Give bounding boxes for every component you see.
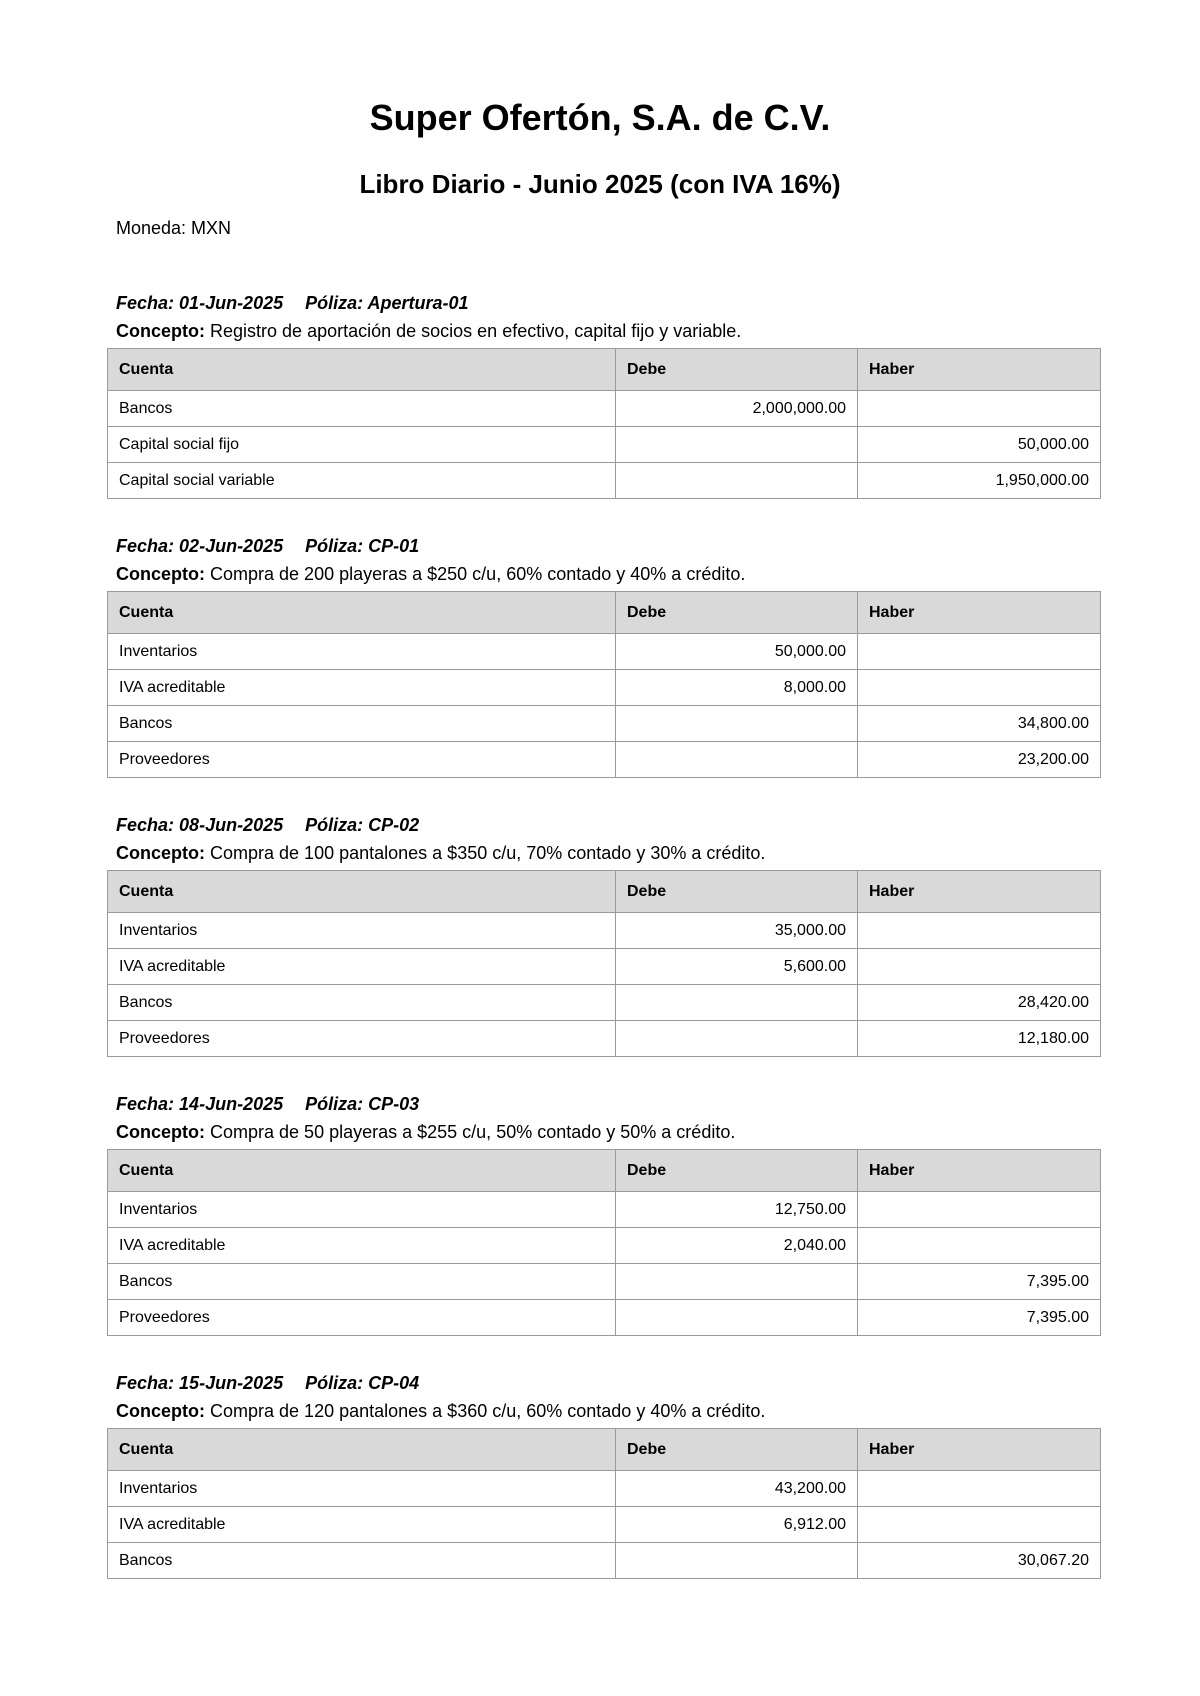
entry-header: [107, 812, 1100, 838]
debe-cell: [616, 1300, 858, 1336]
journal-entry: [107, 1091, 1100, 1336]
entry-concept: [107, 316, 1100, 344]
concept-text: Compra de 50 playeras a $255 c/u, 50% contado y 50% a crédito.: [210, 1122, 736, 1142]
journal-entries: [107, 290, 1100, 1613]
entry-concept: [107, 559, 1100, 587]
entry-date: 15-Jun-2025: [179, 1373, 284, 1393]
ledger-table: [107, 591, 1101, 778]
entry-date: 01-Jun-2025: [179, 293, 284, 313]
table-row: [108, 634, 1101, 670]
table-row: [108, 1264, 1101, 1300]
company-title: Super Ofertón, S.A. de C.V.: [369, 97, 831, 138]
column-header-debe: Debe: [616, 349, 858, 391]
ledger-table: [107, 1428, 1101, 1579]
haber-cell: 28,420.00: [858, 985, 1101, 1021]
cuenta-cell: IVA acreditable: [108, 1507, 616, 1543]
journal-entry: [107, 290, 1100, 499]
cuenta-cell: Proveedores: [108, 742, 616, 778]
debe-cell: 2,000,000.00: [616, 391, 858, 427]
column-header-haber: Haber: [858, 871, 1101, 913]
debe-cell: [616, 427, 858, 463]
debe-cell: 6,912.00: [616, 1507, 858, 1543]
entry-date: 08-Jun-2025: [179, 815, 284, 835]
cuenta-cell: Proveedores: [108, 1300, 616, 1336]
entry-header: [107, 533, 1100, 559]
column-header-haber: Haber: [858, 592, 1101, 634]
concepto-label: Concepto:: [116, 843, 205, 863]
haber-cell: 1,950,000.00: [858, 463, 1101, 499]
table-row: [108, 1228, 1101, 1264]
debe-cell: 35,000.00: [616, 913, 858, 949]
table-row: [108, 1192, 1101, 1228]
cuenta-cell: Bancos: [108, 706, 616, 742]
haber-cell: [858, 1471, 1101, 1507]
debe-cell: 5,600.00: [616, 949, 858, 985]
cuenta-cell: Bancos: [108, 391, 616, 427]
haber-cell: 34,800.00: [858, 706, 1101, 742]
table-header-row: [108, 871, 1101, 913]
haber-cell: 23,200.00: [858, 742, 1101, 778]
cuenta-cell: Inventarios: [108, 913, 616, 949]
cuenta-cell: Inventarios: [108, 1471, 616, 1507]
debe-cell: [616, 706, 858, 742]
debe-cell: [616, 742, 858, 778]
cuenta-cell: IVA acreditable: [108, 949, 616, 985]
ledger-table: [107, 348, 1101, 499]
haber-cell: 30,067.20: [858, 1543, 1101, 1579]
haber-cell: [858, 1228, 1101, 1264]
debe-cell: 8,000.00: [616, 670, 858, 706]
column-header-cuenta: Cuenta: [108, 592, 616, 634]
poliza-label: Póliza:: [305, 293, 364, 313]
entry-concept: [107, 838, 1100, 866]
entry-poliza: CP-03: [368, 1094, 420, 1114]
table-row: [108, 949, 1101, 985]
ledger-table: [107, 1149, 1101, 1336]
haber-cell: 7,395.00: [858, 1300, 1101, 1336]
haber-cell: [858, 1507, 1101, 1543]
concept-text: Compra de 200 playeras a $250 c/u, 60% contado y 40% a crédito.: [210, 564, 746, 584]
haber-cell: [858, 1192, 1101, 1228]
cuenta-cell: Capital social variable: [108, 463, 616, 499]
poliza-label: Póliza:: [305, 1094, 364, 1114]
journal-entry: [107, 533, 1100, 778]
cuenta-cell: Bancos: [108, 1264, 616, 1300]
table-header-row: [108, 1150, 1101, 1192]
cuenta-cell: IVA acreditable: [108, 670, 616, 706]
table-row: [108, 1507, 1101, 1543]
table-row: [108, 391, 1101, 427]
debe-cell: 50,000.00: [616, 634, 858, 670]
table-row: [108, 463, 1101, 499]
entry-poliza: CP-04: [368, 1373, 420, 1393]
book-title: Libro Diario - Junio 2025 (con IVA 16%): [359, 169, 841, 199]
concept-text: Registro de aportación de socios en efectivo, capital fijo y variable.: [210, 321, 742, 341]
entry-poliza: CP-01: [368, 536, 420, 556]
haber-cell: [858, 634, 1101, 670]
haber-cell: [858, 913, 1101, 949]
column-header-haber: Haber: [858, 349, 1101, 391]
debe-cell: [616, 1543, 858, 1579]
column-header-cuenta: Cuenta: [108, 1150, 616, 1192]
concepto-label: Concepto:: [116, 1401, 205, 1421]
cuenta-cell: Inventarios: [108, 634, 616, 670]
column-header-debe: Debe: [616, 1429, 858, 1471]
entry-poliza: CP-02: [368, 815, 420, 835]
currency-label: Moneda: MXN: [116, 218, 232, 238]
cuenta-cell: Proveedores: [108, 1021, 616, 1057]
fecha-label: Fecha:: [116, 1373, 175, 1393]
entry-concept: [107, 1396, 1100, 1424]
debe-cell: 2,040.00: [616, 1228, 858, 1264]
debe-cell: [616, 1021, 858, 1057]
debe-cell: [616, 985, 858, 1021]
table-row: [108, 1300, 1101, 1336]
fecha-label: Fecha:: [116, 293, 175, 313]
entry-header: [107, 1370, 1100, 1396]
concept-text: Compra de 100 pantalones a $350 c/u, 70% contado y 30% a crédito.: [210, 843, 766, 863]
debe-cell: 43,200.00: [616, 1471, 858, 1507]
table-row: [108, 913, 1101, 949]
concept-text: Compra de 120 pantalones a $360 c/u, 60% contado y 40% a crédito.: [210, 1401, 766, 1421]
haber-cell: [858, 949, 1101, 985]
column-header-haber: Haber: [858, 1429, 1101, 1471]
table-row: [108, 706, 1101, 742]
column-header-cuenta: Cuenta: [108, 349, 616, 391]
concepto-label: Concepto:: [116, 564, 205, 584]
poliza-label: Póliza:: [305, 815, 364, 835]
haber-cell: [858, 670, 1101, 706]
concepto-label: Concepto:: [116, 1122, 205, 1142]
table-row: [108, 1543, 1101, 1579]
fecha-label: Fecha:: [116, 536, 175, 556]
column-header-haber: Haber: [858, 1150, 1101, 1192]
table-row: [108, 1471, 1101, 1507]
entry-date: 14-Jun-2025: [179, 1094, 284, 1114]
journal-entry: [107, 812, 1100, 1057]
concepto-label: Concepto:: [116, 321, 205, 341]
haber-cell: 7,395.00: [858, 1264, 1101, 1300]
haber-cell: 12,180.00: [858, 1021, 1101, 1057]
debe-cell: [616, 463, 858, 499]
column-header-debe: Debe: [616, 1150, 858, 1192]
table-row: [108, 1021, 1101, 1057]
cuenta-cell: Inventarios: [108, 1192, 616, 1228]
column-header-cuenta: Cuenta: [108, 1429, 616, 1471]
journal-entry: [107, 1370, 1100, 1579]
column-header-cuenta: Cuenta: [108, 871, 616, 913]
haber-cell: [858, 391, 1101, 427]
entry-poliza: Apertura-01: [367, 293, 469, 313]
entry-date: 02-Jun-2025: [179, 536, 284, 556]
table-row: [108, 670, 1101, 706]
haber-cell: 50,000.00: [858, 427, 1101, 463]
table-header-row: [108, 1429, 1101, 1471]
debe-cell: 12,750.00: [616, 1192, 858, 1228]
cuenta-cell: Capital social fijo: [108, 427, 616, 463]
table-row: [108, 985, 1101, 1021]
table-header-row: [108, 349, 1101, 391]
fecha-label: Fecha:: [116, 815, 175, 835]
cuenta-cell: IVA acreditable: [108, 1228, 616, 1264]
cuenta-cell: Bancos: [108, 985, 616, 1021]
entry-concept: [107, 1117, 1100, 1145]
entry-header: [107, 1091, 1100, 1117]
table-row: [108, 742, 1101, 778]
fecha-label: Fecha:: [116, 1094, 175, 1114]
entry-header: [107, 290, 1100, 316]
table-row: [108, 427, 1101, 463]
poliza-label: Póliza:: [305, 1373, 364, 1393]
column-header-debe: Debe: [616, 871, 858, 913]
cuenta-cell: Bancos: [108, 1543, 616, 1579]
debe-cell: [616, 1264, 858, 1300]
table-header-row: [108, 592, 1101, 634]
ledger-table: [107, 870, 1101, 1057]
poliza-label: Póliza:: [305, 536, 364, 556]
column-header-debe: Debe: [616, 592, 858, 634]
